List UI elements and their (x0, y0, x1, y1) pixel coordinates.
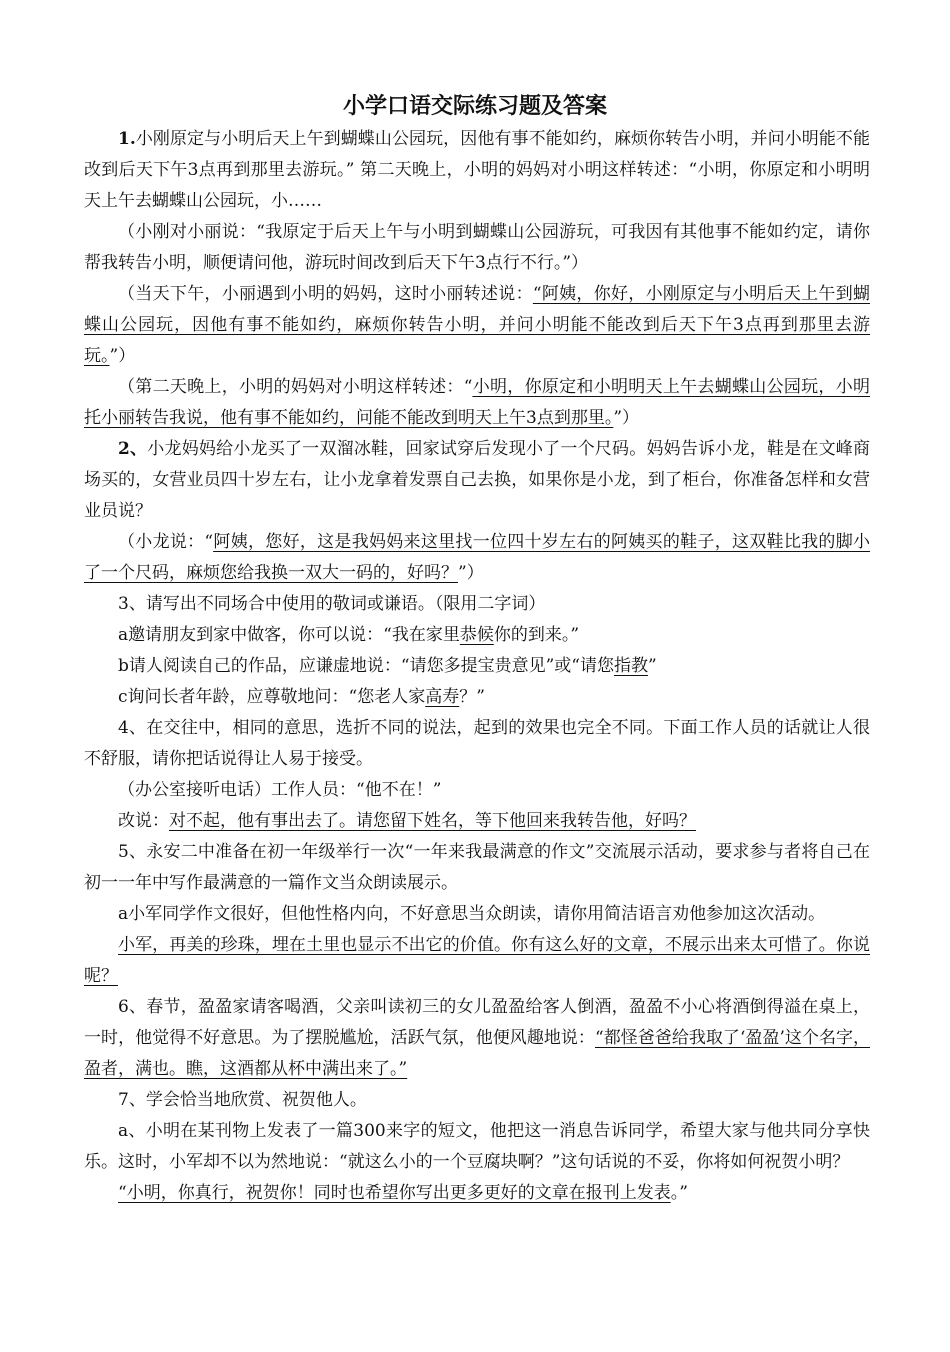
question-5: 5、永安二中准备在初一年级举行一次“一年来我最满意的作文”交流展示活动，要求参与者将自己在初一一年中写作最满意的一篇作文当众朗读展示。 (84, 842, 870, 893)
question-7: 7、学会恰当地欣赏、祝贺他人。 (118, 1090, 367, 1110)
sub-question-text: c询问长者年龄，应尊敬地问：“您老人家 (118, 687, 426, 707)
sub-question-text: b请人阅读自己的作品，应谦虚地说：“请您多提宝贵意见”或“请您 (118, 656, 614, 676)
answer-paragraph (84, 1178, 870, 1209)
answer-lead: （小龙说：“ (118, 532, 214, 552)
answer-lead: （当天下午，小丽遇到小明的妈妈，这时小丽转述说： (118, 284, 533, 304)
sub-question (84, 651, 870, 682)
dialogue-line: （办公室接听电话）工作人员：“他不在！” (118, 780, 442, 800)
question-text: 小刚原定与小明后天上午到蝴蝶山公园玩，因他有事不能如约，麻烦你转告小明，并问小明能不能改到后天下午3点再到那里去游玩。” 第二天晚上，小明的妈妈对小明这样转述：“小明，你原定和小明明天上午去蝴蝶山公园玩，小…… (84, 129, 870, 211)
question-3: 3、请写出不同场合中使用的敬词或谦语。（限用二字词） (118, 594, 546, 614)
answer-lead: （第二天晚上，小明的妈妈对小明这样转述：“ (118, 377, 473, 397)
document-body (84, 124, 870, 1209)
question-4: 4、在交往中，相同的意思，选折不同的说法，起到的效果也完全不同。下面工作人员的话就让人很不舒服，请你把话说得让人易于接受。 (84, 718, 870, 769)
answer-paragraph (84, 279, 870, 372)
question-2 (84, 434, 870, 527)
answer-tail: 。” (670, 1183, 688, 1203)
answer-text: “都怪爸爸给我取了‘盈盈’这个名字，盈者，满也。瞧，这酒都从杯中满出来了。” (84, 1028, 871, 1079)
sub-question (84, 682, 870, 713)
question-1 (84, 124, 870, 217)
answer-text: 对不起，他有事出去了。请您留下姓名，等下他回来我转告他，好吗？ (169, 811, 696, 831)
answer-text: 阿姨，您好，这是我妈妈来这里找一位四十岁左右的阿姨买的鞋子，这双鞋比我的脚小了一个尺码，麻烦您给我换一双大一码的，好吗？ (84, 532, 870, 583)
sub-question: a、小明在某刊物上发表了一篇300来字的短文，他把这一消息告诉同学，希望大家与他共同分享快乐。这时，小军却不以为然地说：“就这么小的一个豆腐块啊？”这句话说的不妥，你将如何祝贺小明？ (84, 1121, 870, 1172)
answer-text: 高寿 (425, 687, 460, 707)
answer-paragraph (84, 806, 870, 837)
answer-tail: ”） (613, 408, 640, 428)
answer-paragraph (84, 930, 870, 992)
answer-paragraph (84, 372, 870, 434)
question-6 (84, 992, 870, 1085)
answer-text: 小军，再美的珍珠，埋在土里也显示不出它的价值。你有这么好的文章，不展示出来太可惜了。你说呢？ (84, 935, 870, 986)
page-title: 小学口语交际练习题及答案 (342, 94, 607, 119)
question-number: 2、 (118, 439, 148, 459)
answer-text: “小明，你真行，祝贺你！同时也希望你写出更多更好的文章在报刊上发表 (118, 1183, 671, 1203)
sub-question-tail: ” (647, 656, 657, 676)
sub-question: a小军同学作文很好，但他性格内向，不好意思当众朗读，请你用简洁语言劝他参加这次活动。 (118, 904, 826, 924)
answer-text: 恭候 (459, 625, 494, 645)
question-number: 1. (118, 129, 136, 149)
question-text: 6、春节，盈盈家请客喝酒，父亲叫读初三的女儿盈盈给客人倒酒，盈盈不小心将酒倒得溢在桌上，一时，他觉得不好意思。为了摆脱尴尬，活跃气氛，他便风趣地说： (84, 997, 870, 1048)
answer-tail: ”） (109, 346, 136, 366)
answer-text: 小明，你原定和小明明天上午去蝴蝶山公园玩，小明托小丽转告我说，他有事不能如约，问能不能改到明天上午3点到那里。 (84, 377, 870, 428)
sub-question-tail: ？” (459, 687, 485, 707)
sub-question-tail: 你的到来。” (493, 625, 580, 645)
sub-question (84, 620, 870, 651)
answer-text: 指教 (613, 656, 648, 676)
answer-lead: 改说： (118, 811, 169, 831)
answer-tail: ”） (458, 563, 484, 583)
answer-paragraph (84, 527, 870, 589)
answer-text: “阿姨，你好，小刚原定与小明后天上午到蝴蝶山公园玩，因他有事不能如约，麻烦你转告小明，并问小明能不能改到后天下午3点再到那里去游玩。 (84, 284, 870, 366)
sub-question-text: a邀请朋友到家中做客，你可以说：“我在家里 (118, 625, 460, 645)
question-text: 小龙妈妈给小龙买了一双溜冰鞋，回家试穿后发现小了一个尺码。妈妈告诉小龙，鞋是在文峰商场买的，女营业员四十岁左右，让小龙拿着发票自己去换，如果你是小龙，到了柜台，你准备怎样和女营业员说？ (84, 439, 870, 521)
answer-paragraph: （小刚对小丽说：“我原定于后天上午与小明到蝴蝶山公园游玩，可我因有其他事不能如约定，请你帮我转告小明，顺便请问他，游玩时间改到后天下午3点行不行。”） (84, 222, 870, 273)
